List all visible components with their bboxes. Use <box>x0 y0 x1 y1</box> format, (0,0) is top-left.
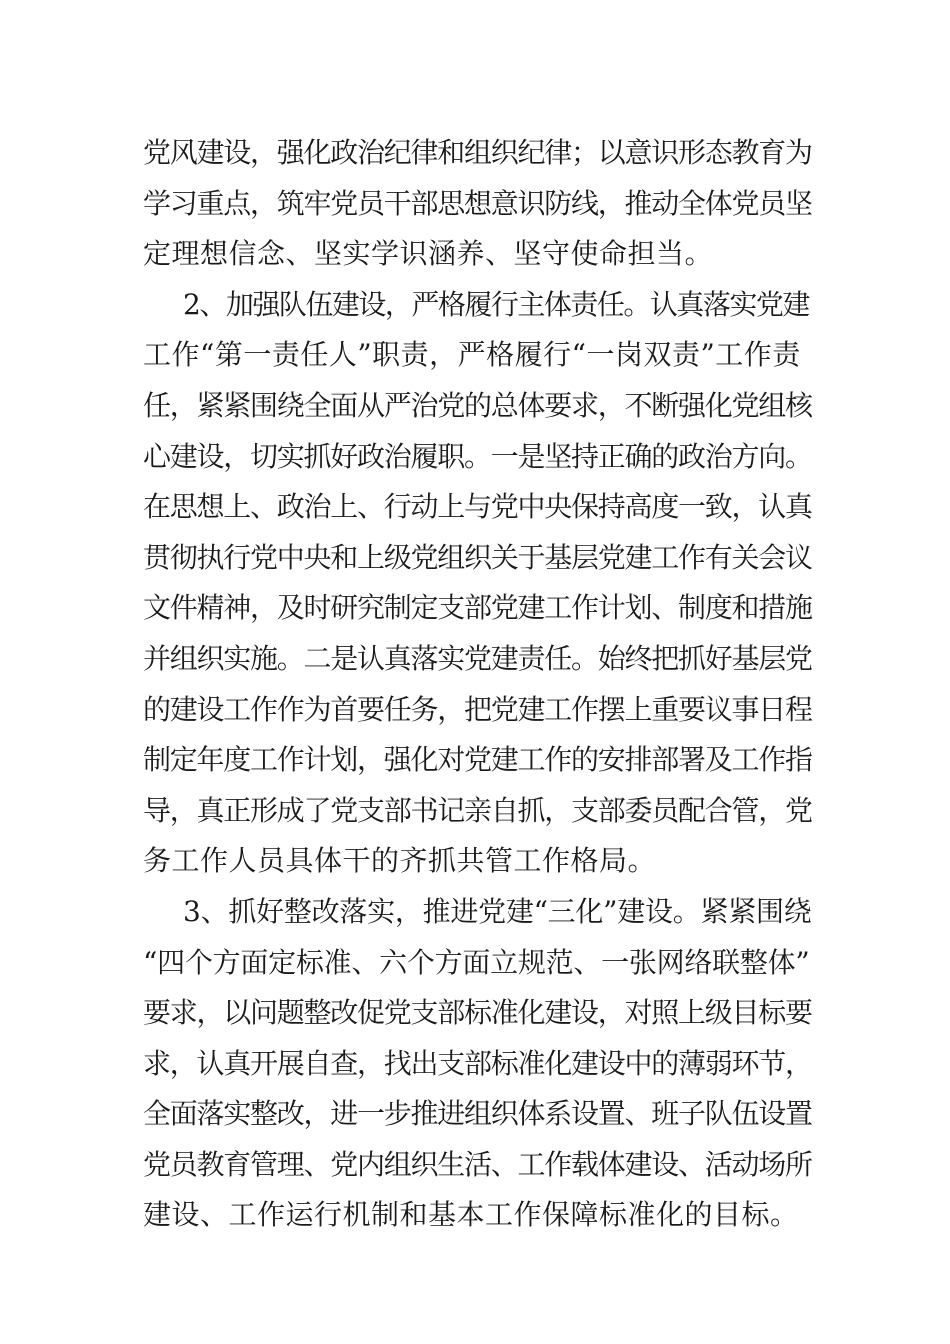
document-body <box>143 128 813 1241</box>
text-line: 制定年度工作计划，强化对党建工作的安排部署及工作指 <box>143 743 812 777</box>
text-line: 心建设，切实抓好政治履职。一是坚持正确的政治方向。 <box>143 439 812 473</box>
text-line: 要求，以问题整改促党支部标准化建设，对照上级目标要 <box>143 996 812 1030</box>
text-line: 文件精神，及时研究制定支部党建工作计划、制度和措施 <box>143 591 812 625</box>
text-line: 党风建设，强化政治纪律和组织纪律；以意识形态教育为 <box>143 136 812 169</box>
section-heading-line: 2、加强队伍建设，严格履行主体责任。认真落实党建 <box>183 287 809 321</box>
text-line: 务工作人员具体干的齐抓共管工作格局。 <box>143 844 657 878</box>
text-line: 全面落实整改，进一步推进组织体系设置、班子队伍设置 <box>143 1097 812 1131</box>
text-line: 党员教育管理、党内组织生活、工作载体建设、活动场所 <box>143 1147 812 1181</box>
text-line: 求，认真开展自查，找出支部标准化建设中的薄弱环节， <box>143 1046 812 1080</box>
text-line: 学习重点，筑牢党员干部思想意识防线，推动全体党员坚 <box>143 186 812 220</box>
text-line: 工作“第一责任人”职责，严格履行“一岗双责”工作责 <box>143 338 801 372</box>
text-line: 导，真正形成了党支部书记亲自抓，支部委员配合管，党 <box>143 793 812 827</box>
text-line: 并组织实施。二是认真落实党建责任。始终把抓好基层党 <box>143 641 812 675</box>
text-line: “四个方面定标准、六个方面立规范、一张网络联整体” <box>143 945 810 979</box>
text-line: 贯彻执行党中央和上级党组织关于基层党建工作有关会议 <box>143 540 812 574</box>
text-line: 的建设工作作为首要任务，把党建工作摆上重要议事日程 <box>143 692 812 726</box>
text-line: 在思想上、政治上、行动上与党中央保持高度一致，认真 <box>143 490 812 524</box>
section-heading-line: 3、抓好整改落实，推进党建“三化”建设。紧紧围绕 <box>183 894 812 928</box>
text-line: 建设、工作运行机制和基本工作保障标准化的目标。 <box>143 1198 799 1232</box>
text-line: 任，紧紧围绕全面从严治党的总体要求，不断强化党组核 <box>143 388 812 422</box>
text-line: 定理想信念、坚实学识涵养、坚守使命担当。 <box>143 237 714 271</box>
